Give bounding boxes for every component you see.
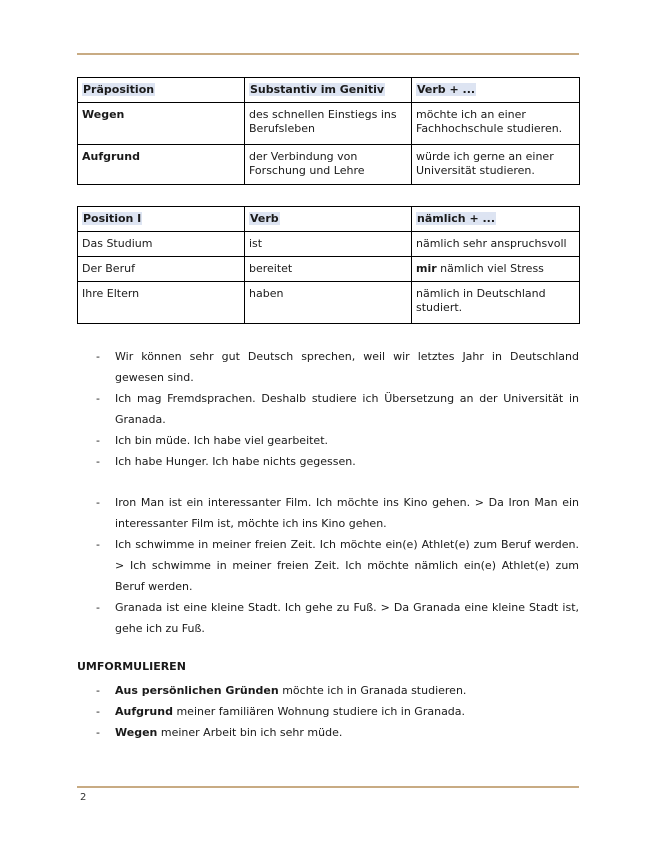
table-cell: haben	[245, 282, 412, 324]
list-item: - Ich schwimme in meiner freien Zeit. Ich möchte ein(e) Athlet(e) zum Beruf werden. > Ich schwimme in meiner freien Zeit. Ich möchte nämlich ein(e) Athlet(e) zum Beruf werden.	[77, 534, 579, 597]
bullet-dash: -	[96, 434, 100, 447]
cell-text: nämlich sehr anspruchsvoll	[416, 237, 567, 250]
bullet-dash: -	[96, 455, 100, 468]
example-list-1	[77, 346, 579, 472]
header-substantiv: Substantiv im Genitiv	[250, 83, 385, 96]
cell-text: nämlich viel Stress	[436, 262, 544, 275]
cell-bold-part: mir	[416, 262, 437, 275]
table-cell: Der Beruf	[78, 257, 245, 282]
list-item: - Aufgrund meiner familiären Wohnung studiere ich in Granada.	[77, 701, 579, 722]
table-cell: Ihre Eltern	[78, 282, 245, 324]
table-header-row	[78, 78, 580, 103]
genitive-table	[77, 77, 580, 185]
bullet-dash: -	[96, 392, 100, 405]
header-position: Position I	[83, 212, 142, 225]
table-cell: des schnellen Einstiegs ins Berufsleben	[245, 103, 412, 145]
bullet-dash: -	[96, 350, 100, 363]
bullet-dash: -	[96, 684, 100, 697]
umformulieren-list	[77, 680, 579, 743]
list-item: - Wir können sehr gut Deutsch sprechen, weil wir letztes Jahr in Deutschland gewesen sind.	[77, 346, 579, 388]
footer-rule	[77, 786, 579, 788]
list-item: - Ich habe Hunger. Ich habe nichts gegessen.	[77, 451, 579, 472]
bullet-dash: -	[96, 705, 100, 718]
example-list-2	[77, 492, 579, 639]
table-cell	[412, 282, 580, 324]
naemlich-table	[77, 206, 580, 324]
table-cell: bereitet	[245, 257, 412, 282]
header-rule	[77, 53, 579, 55]
table-cell: Wegen	[78, 103, 245, 145]
list-item: - Aus persönlichen Gründen möchte ich in Granada studieren.	[77, 680, 579, 701]
list-item: - Ich bin müde. Ich habe viel gearbeitet.	[77, 430, 579, 451]
table-row	[78, 232, 580, 257]
table-cell: möchte ich an einer Fachhochschule studieren.	[412, 103, 580, 145]
list-item: - Wegen meiner Arbeit bin ich sehr müde.	[77, 722, 579, 743]
table-cell: ist	[245, 232, 412, 257]
table-cell: der Verbindung von Forschung und Lehre	[245, 145, 412, 185]
table-row	[78, 145, 580, 185]
page-number: 2	[80, 792, 87, 803]
bullet-dash: -	[96, 601, 100, 614]
table-header-row	[78, 207, 580, 232]
bullet-dash: -	[96, 726, 100, 739]
list-item: - Iron Man ist ein interessanter Film. Ich möchte ins Kino gehen. > Da Iron Man ein interessanter Film ist, möchte ich ins Kino gehen.	[77, 492, 579, 534]
table-row	[78, 282, 580, 324]
table-row	[78, 257, 580, 282]
table-cell: würde ich gerne an einer Universität studieren.	[412, 145, 580, 185]
bullet-dash: -	[96, 496, 100, 509]
list-item: - Ich mag Fremdsprachen. Deshalb studiere ich Übersetzung an der Universität in Granada.	[77, 388, 579, 430]
table-cell	[412, 232, 580, 257]
header-verb: Verb	[250, 212, 279, 225]
cell-text: nämlich in Deutschland studiert.	[416, 287, 546, 314]
bullet-dash: -	[96, 538, 100, 551]
table-cell: Aufgrund	[78, 145, 245, 185]
header-naemlich: nämlich + ...	[417, 212, 496, 225]
table-row	[78, 103, 580, 145]
table-cell: Das Studium	[78, 232, 245, 257]
header-praeposition: Präposition	[83, 83, 155, 96]
section-heading: UMFORMULIEREN	[77, 660, 186, 673]
header-verb: Verb + ...	[417, 83, 476, 96]
list-item: - Granada ist eine kleine Stadt. Ich gehe zu Fuß. > Da Granada eine kleine Stadt ist, gehe ich zu Fuß.	[77, 597, 579, 639]
table-cell	[412, 257, 580, 282]
